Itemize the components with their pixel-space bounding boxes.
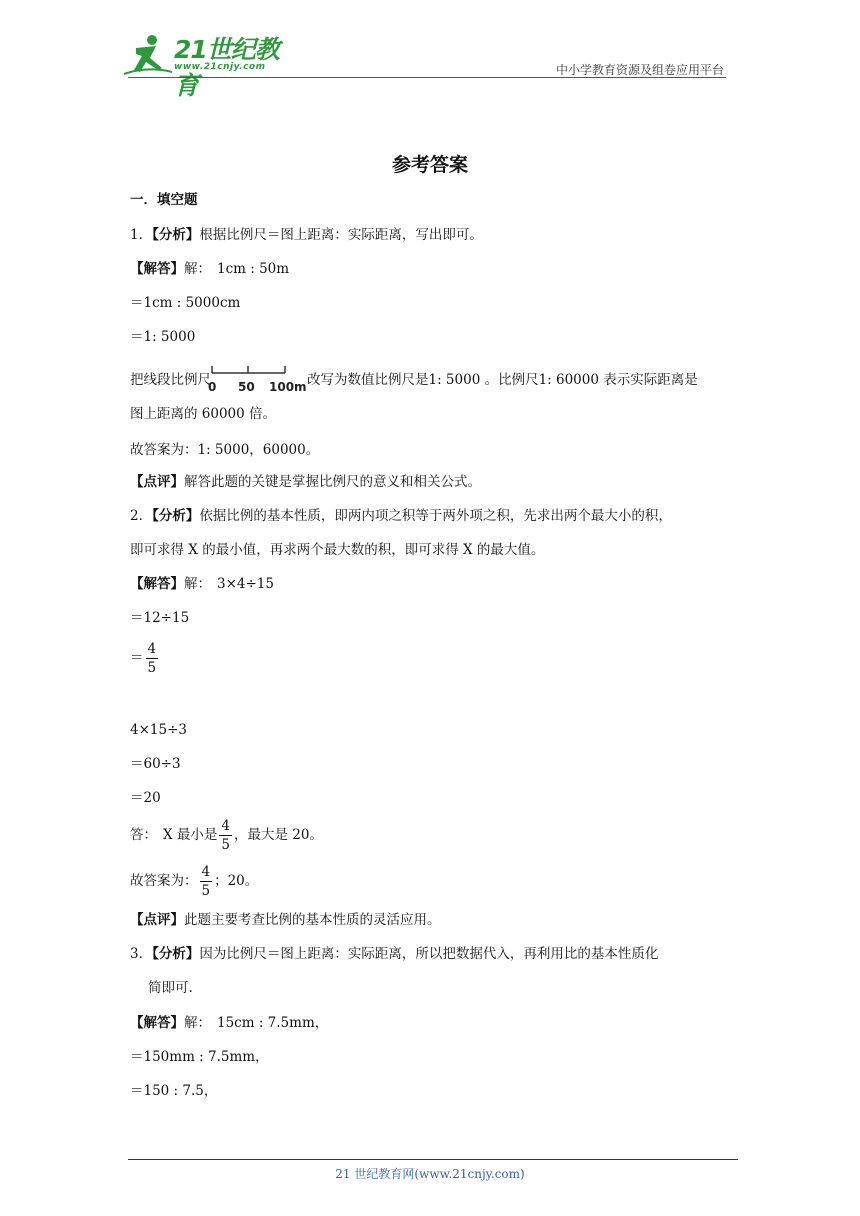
q1-number: 1． <box>130 227 153 243</box>
footer-divider <box>128 1159 738 1160</box>
fraction-denominator: 5 <box>147 660 157 676</box>
q3-number: 3． <box>130 946 153 962</box>
section-heading: 一．填空题 <box>130 192 198 208</box>
q2-step1: 3×4÷15 <box>217 576 274 592</box>
q1-text-c: 图上距离的 60000 倍。 <box>130 406 277 422</box>
q3-answer-prefix: 解： <box>184 1015 211 1031</box>
q2-analysis-tag: 【分析】 <box>152 508 200 524</box>
q2-final-b: ；20。 <box>214 873 259 889</box>
q2-ans-b: X 最小是 <box>163 827 218 843</box>
q3-step1: 15cm : 7.5mm， <box>217 1015 329 1031</box>
runner-icon <box>122 32 172 78</box>
q1-text-a: 把线段比例尺 <box>130 372 211 388</box>
page-title: 参考答案 <box>391 154 468 176</box>
header-divider <box>128 77 726 78</box>
fraction-denominator: 5 <box>201 883 211 899</box>
q3-answer-tag: 【解答】 <box>130 1015 184 1031</box>
q2-analysis-1 <box>130 506 672 526</box>
q2-review-tag: 【点评】 <box>130 912 184 928</box>
q1-answer-prefix: 解： <box>184 261 211 277</box>
q2-step2: ＝12÷15 <box>130 610 190 626</box>
q2-review-text: 此题主要考查比例的基本性质的灵活应用。 <box>184 912 441 928</box>
q1-answer-line <box>130 259 289 279</box>
platform-name: 中小学教育资源及组卷应用平台 <box>555 63 724 77</box>
q1-step2: ＝1cm : 5000cm <box>130 295 241 311</box>
line-scale <box>208 371 307 394</box>
q1-analysis-text: 根据比例尺＝图上距离：实际距离，写出即可。 <box>199 227 483 243</box>
q2-t3: ＝20 <box>130 790 161 806</box>
scale-label-0: 0 <box>208 379 217 394</box>
q1-review-text: 解答此题的关键是掌握比例尺的意义和相关公式。 <box>184 474 481 490</box>
q2-step3-eq: ＝ <box>130 650 144 666</box>
logo-text: 21世纪教育 <box>174 35 279 100</box>
q2-number: 2． <box>130 508 153 524</box>
site-logo <box>122 32 292 100</box>
q2-step3-fraction <box>146 640 159 677</box>
q3-analysis-text-1: 因为比例尺＝图上距离：实际距离，所以把数据代入，再利用比的基本性质化 <box>199 946 659 962</box>
fraction-numerator: 4 <box>201 864 211 880</box>
q2-answer-tag: 【解答】 <box>130 576 184 592</box>
q1-analysis <box>130 225 483 245</box>
q2-ans-c: ，最大是 20。 <box>234 827 323 843</box>
q2-t2: ＝60÷3 <box>130 756 181 772</box>
fraction-numerator: 4 <box>147 641 157 657</box>
fraction-numerator: 4 <box>221 818 230 834</box>
q2-answer-sentence <box>130 816 323 854</box>
q2-ans-a: 答： <box>130 827 157 843</box>
q3-answer-line <box>130 1013 328 1033</box>
q1-review <box>130 472 481 492</box>
q1-analysis-tag: 【分析】 <box>152 227 200 243</box>
scale-label-100m: 100m <box>269 379 307 394</box>
q1-review-tag: 【点评】 <box>130 474 184 490</box>
q3-analysis-1 <box>130 944 658 964</box>
q2-final-fraction <box>200 863 213 900</box>
q1-step3: ＝1: 5000 <box>130 329 196 345</box>
q2-review <box>130 910 441 930</box>
scale-bar-icon <box>211 363 307 375</box>
q3-step2: ＝150mm : 7.5mm， <box>130 1049 269 1065</box>
q2-final-a: 故答案为： <box>130 873 198 889</box>
q2-t1: 4×15÷3 <box>130 722 187 738</box>
q1-text-b: 改写为数值比例尺是1: 5000 。比例尺1: 60000 表示实际距离是 <box>307 372 698 388</box>
q2-analysis-text-1: 依据比例的基本性质，即两内项之积等于两外项之积，先求出两个最大小的积， <box>199 508 672 524</box>
logo-url: www.21cnjy.com <box>174 62 266 72</box>
q3-analysis-2: 简即可. <box>148 980 193 996</box>
q2-analysis-2: 即可求得 X 的最小值，再求两个最大数的积，即可求得 X 的最大值。 <box>130 542 545 558</box>
scale-label-50: 50 <box>238 379 255 394</box>
q2-answer-line <box>130 574 274 594</box>
footer-link[interactable]: 21 世纪教育网(www.21cnjy.com) <box>335 1167 525 1181</box>
q2-step3 <box>130 640 160 677</box>
q1-scale-line <box>130 370 698 394</box>
q1-final: 故答案为：1: 5000，60000。 <box>130 442 320 458</box>
q2-final <box>130 862 258 900</box>
q1-step1: 1cm : 50m <box>217 261 290 277</box>
fraction-denominator: 5 <box>221 837 230 853</box>
q2-ans-fraction <box>219 817 232 854</box>
q1-answer-tag: 【解答】 <box>130 261 184 277</box>
q3-step3: ＝150 : 7.5， <box>130 1083 218 1099</box>
q2-answer-prefix: 解： <box>184 576 211 592</box>
q3-analysis-tag: 【分析】 <box>152 946 200 962</box>
